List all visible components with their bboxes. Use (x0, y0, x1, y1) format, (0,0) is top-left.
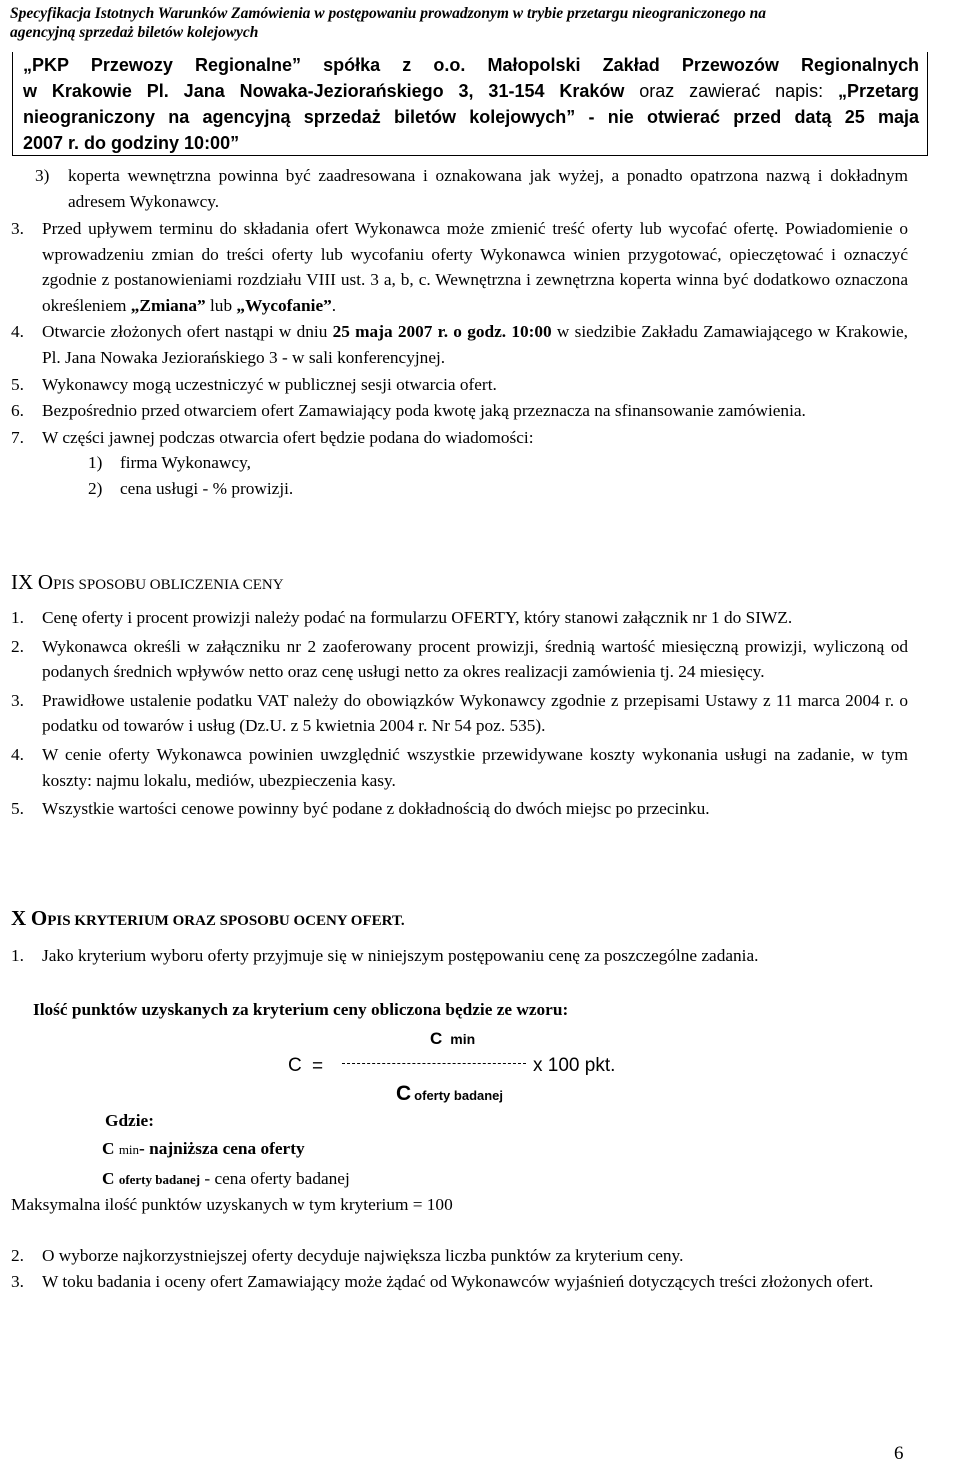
envelope-point-text: 3) koperta wewnętrzna powinna być zaadresowana i oznakowana jak wyżej, a ponadto opatrzona nazwą i dokładnym adresem Wykonawcy. (35, 166, 908, 211)
disclosure-item: 2) cena usługi - % prowizji. (88, 478, 294, 498)
address-line-4: 2007 r. do godziny 10:00” (23, 133, 240, 153)
formula-equals: = (312, 1056, 324, 1077)
formula-denominator: Coferty badanej (396, 1082, 504, 1105)
address-line-1: „PKP Przewozy Regionalne” spółka z o.o. Małopolski Zakład Przewozów Regionalnych (23, 55, 919, 75)
legend-title: Gdzie: (105, 1111, 154, 1130)
list-item: 3. Przed upływem terminu do składania ofert Wykonawca może zmienić treść oferty lub wycofać ofertę. Powiadomienie o wprowadzeniu zmian do treści oferty lub wycofaniu oferty Wykonawca winien przygotować, opieczętować i oznaczyć zgodnie z postanowieniami rozdziału VIII ust. 3 a, b, c. Wewnętrzna i zewnętrzna koperta winna być dodatkowo oznaczona określeniem „Zmiana” lub „Wycofanie”. (11, 219, 908, 315)
section-8-items (0, 216, 960, 502)
legend-max-points: Maksymalna ilość punktów uzyskanych w tym kryterium = 100 (11, 1195, 453, 1214)
list-item: 3. W toku badania i oceny ofert Zamawiający może żądać od Wykonawców wyjaśnień dotyczących treści złożonych ofert. (11, 1271, 874, 1291)
section-10-items (0, 1243, 960, 1294)
section-10-title: X OPIS KRYTERIUM ORAZ SPOSOBU OCENY OFERT. (11, 906, 405, 930)
section-10-item-1 (0, 943, 960, 969)
formula-title: Ilość punktów uzyskanych za kryterium ceny obliczona będzie ze wzoru: (33, 1000, 569, 1019)
address-line-3: nieograniczony na agencyjną sprzedaż biletów kolejowych” - nie otwierać przed datą 25 maja (23, 107, 919, 127)
list-item: 2. Wykonawca określi w załączniku nr 2 zaoferowany procent prowizji, średnią wartość miesięczną prowizji, wyliczoną od podanych średnich wpływów netto oraz cenę usługi netto za okres realizacji zamówienia tj. 24 miesięcy. (11, 636, 908, 682)
address-line-2: w Krakowie Pl. Jana Nowaka-Jeziorańskiego 3, 31-154 Kraków oraz zawierać napis: „Przetarg (23, 81, 920, 101)
list-item: 5. Wykonawcy mogą uczestniczyć w publicznej sesji otwarcia ofert. (11, 374, 497, 394)
list-item: 4. W cenie oferty Wykonawca powinien uwzględnić wszystkie przewidywane koszty wykonania usługi na zadanie, w tym koszty: najmu lokalu, mediów, ubezpieczenia kasy. (11, 744, 908, 790)
formula-numerator: C min (430, 1029, 476, 1048)
list-item: 6. Bezpośrednio przed otwarciem ofert Zamawiający poda kwotę jaką przeznacza na sfinansowanie zamówienia. (11, 401, 806, 421)
list-item: 3. Prawidłowe ustalenie podatku VAT należy do obowiązków Wykonawcy zgodnie z przepisami Ustawy z 11 marca 2004 r. o podatku od towarów i usług (Dz.U. z 5 kwietnia 2004 r. Nr 54 poz. 535). (11, 690, 908, 736)
list-item: 5. Wszystkie wartości cenowe powinny być podane z dokładnością do dwóch miejsc po przecinku. (11, 799, 710, 819)
section-9-items (0, 605, 960, 822)
list-item: 1. Cenę oferty i procent prowizji należy podać na formularzu OFERTY, który stanowi załącznik nr 1 do SIWZ. (11, 608, 793, 627)
list-item: 4. Otwarcie złożonych ofert nastąpi w dniu 25 maja 2007 r. o godz. 10:00 w siedzibie Zakładu Zamawiającego w Krakowie, Pl. Jana Nowaka Jeziorańskiego 3 - w sali konferencyjnej. (11, 322, 908, 367)
list-item: 2. O wyborze najkorzystniejszej oferty decyduje największa liczba punktów za kryterium ceny. (11, 1246, 684, 1265)
formula-fraction-line (342, 1063, 526, 1064)
legend-line-coffer: C oferty badanej - cena oferty badanej (102, 1169, 350, 1188)
page-number: 6 (894, 1443, 904, 1464)
formula-result-symbol: C (288, 1055, 302, 1076)
formula-multiplier: x 100 pkt. (533, 1055, 616, 1076)
list-item: 1. Jako kryterium wyboru oferty przyjmuje się w niniejszym postępowaniu cenę za poszczególne zadania. (11, 946, 759, 965)
legend-line-cmin: C min- najniższa cena oferty (102, 1139, 305, 1158)
header-line-1: Specyfikacja Istotnych Warunków Zamówienia w postępowaniu prowadzonym w trybie przetargu nieograniczonego na (10, 5, 766, 22)
envelope-point (0, 163, 960, 214)
disclosure-item: 1) firma Wykonawcy, (88, 453, 251, 473)
list-item: 7. W części jawnej podczas otwarcia ofert będzie podana do wiadomości: (11, 427, 534, 447)
header-line-2: agencyjną sprzedaż biletów kolejowych (10, 24, 259, 42)
section-9-title: IX OPIS SPOSOBU OBLICZENIA CENY (11, 570, 284, 594)
